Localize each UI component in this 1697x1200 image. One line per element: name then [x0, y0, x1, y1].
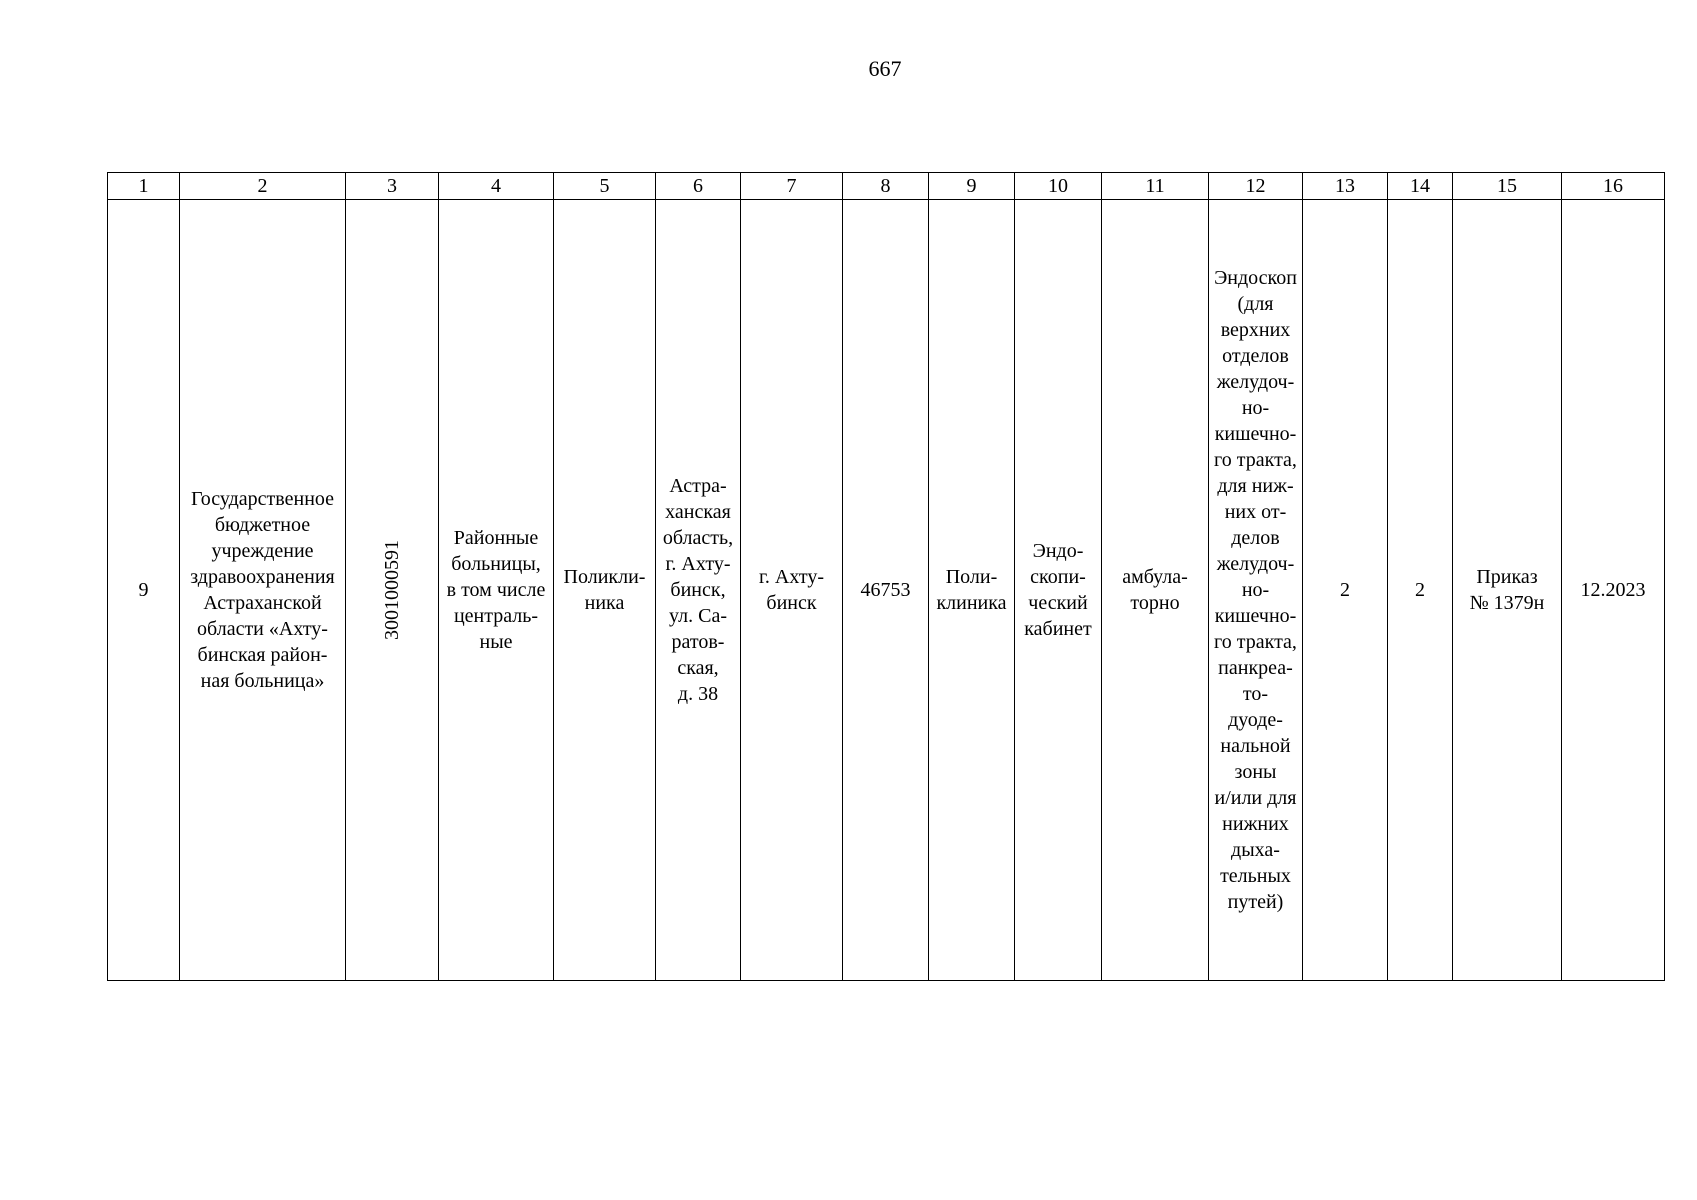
column-header-6: 6: [656, 173, 741, 200]
locality-code-cell: [843, 200, 929, 981]
column-header-3: 3: [346, 173, 439, 200]
unit-type-cell: [554, 200, 656, 981]
column-header-4: 4: [439, 173, 554, 200]
delivery-date-cell: [1562, 200, 1665, 981]
department-cell: [929, 200, 1015, 981]
city: г. Ахту- бинск: [758, 566, 825, 614]
unit-type: Поликли- ника: [563, 566, 646, 614]
organization-code-cell: [346, 200, 439, 981]
row-number-cell: [108, 200, 180, 981]
equipment-name-cell: [1209, 200, 1303, 981]
quantity-planned: 2: [1415, 579, 1425, 601]
organization-code: 3001000591: [381, 540, 403, 640]
care-conditions: амбула- торно: [1122, 566, 1188, 614]
address-cell: [656, 200, 741, 981]
column-header-7: 7: [741, 173, 843, 200]
room-type-cell: [1015, 200, 1102, 981]
page-number: 667: [868, 56, 902, 81]
equipment-table: [107, 172, 1665, 981]
column-header-1: 1: [108, 173, 180, 200]
department: Поли- клиника: [936, 566, 1007, 614]
column-header-2: 2: [180, 173, 346, 200]
column-header-8: 8: [843, 173, 929, 200]
column-header-14: 14: [1388, 173, 1453, 200]
delivery-date: 12.2023: [1580, 579, 1646, 601]
column-header-16: 16: [1562, 173, 1665, 200]
quantity-planned-cell: [1388, 200, 1453, 981]
equipment-name: Эндоскоп (для верхних отделов желудоч- но- кишечно- го тракта, для ниж- них от- делов желудоч- но- кишечно- го тракта, панкреа- то- дуоде- нальной зоны и/или для нижних дыха- тельных путей): [1214, 267, 1297, 913]
column-header-9: 9: [929, 173, 1015, 200]
organization-name: Государственное бюджетное учреждение здравоохранения Астраханской области «Ахту- бинская район- ная больница»: [190, 488, 335, 692]
care-conditions-cell: [1102, 200, 1209, 981]
column-header-5: 5: [554, 173, 656, 200]
standard-order-cell: [1453, 200, 1562, 981]
column-number-row: [108, 173, 1665, 200]
organization-type: Районные больницы, в том числе централь- ные: [446, 527, 546, 653]
address: Астра- ханская область, г. Ахту- бинск, ул. Са- ратов- ская, д. 38: [662, 475, 734, 705]
organization-name-cell: [180, 200, 346, 981]
column-header-13: 13: [1303, 173, 1388, 200]
quantity-required: 2: [1340, 579, 1350, 601]
row-number: 9: [138, 579, 149, 601]
city-cell: [741, 200, 843, 981]
room-type: Эндо- скопи- ческий кабинет: [1024, 540, 1092, 640]
locality-code: 46753: [860, 579, 911, 601]
column-header-11: 11: [1102, 173, 1209, 200]
column-header-15: 15: [1453, 173, 1562, 200]
quantity-required-cell: [1303, 200, 1388, 981]
column-header-12: 12: [1209, 173, 1303, 200]
table-row: [108, 200, 1665, 981]
standard-order: Приказ № 1379н: [1469, 566, 1545, 614]
organization-type-cell: [439, 200, 554, 981]
column-header-10: 10: [1015, 173, 1102, 200]
